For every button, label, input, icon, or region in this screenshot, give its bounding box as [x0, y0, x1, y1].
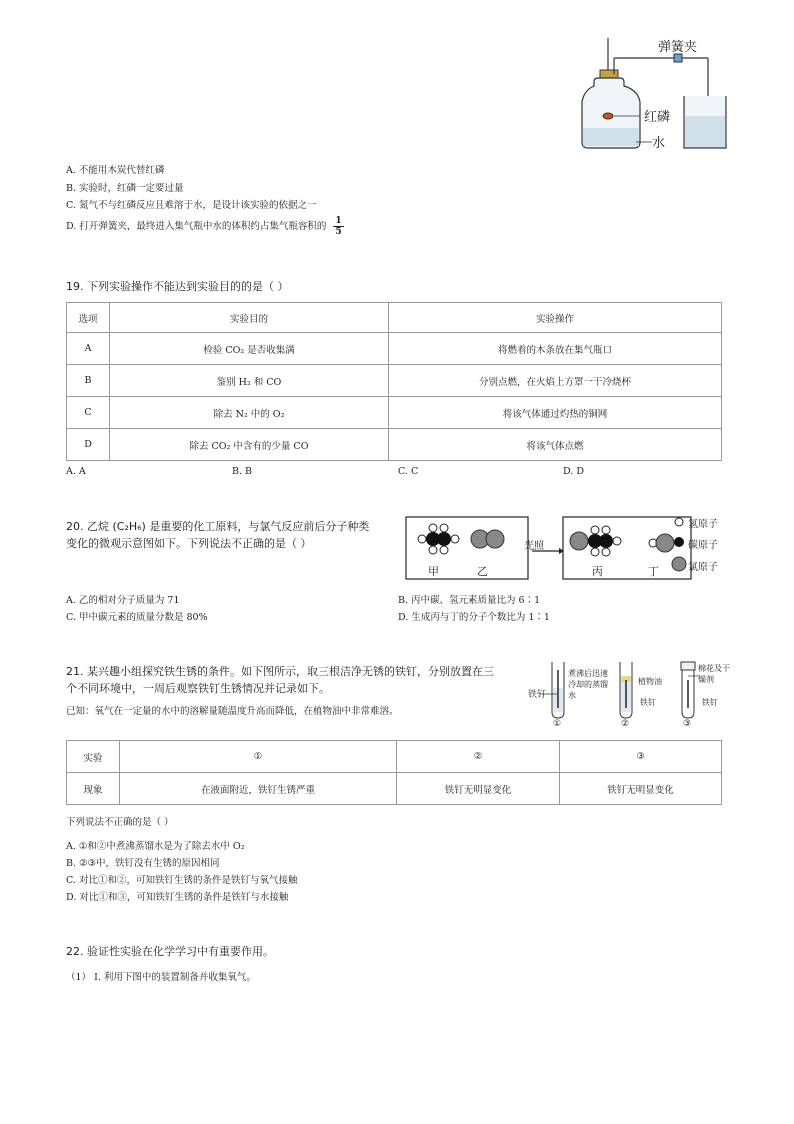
- spring-clip-label: 弹簧夹: [658, 40, 698, 55]
- header-2: ②: [397, 741, 560, 773]
- table-row: [67, 333, 722, 365]
- row-operation: 将燃着的木条放在集气瓶口: [389, 333, 722, 365]
- tube-label-3: ③: [683, 719, 692, 729]
- row-aim: 除去 N₂ 中的 O₂: [110, 397, 389, 429]
- fraction: [333, 216, 343, 237]
- row-label: 现象: [67, 773, 120, 805]
- table-row: [67, 429, 722, 461]
- q18-option-d-text: D. 打开弹簧夹，最终进入集气瓶中水的体积约占集气瓶容积的: [66, 221, 327, 232]
- cotton-label: 棉花及干燥剂: [698, 664, 730, 684]
- row-cell: 在液面附近，铁钉生锈严重: [120, 773, 397, 805]
- table-row: [67, 397, 722, 429]
- q20-option-a: A. 乙的相对分子质量为 71: [66, 595, 180, 606]
- ding-label: 丁: [648, 565, 659, 578]
- yi-label: 乙: [477, 565, 488, 578]
- header-aim: 实验目的: [110, 303, 389, 333]
- q18-option-c: C. 氮气不与红磷反应且难溶于水，是设计该实验的依据之一: [66, 200, 317, 211]
- row-option: C: [67, 397, 110, 429]
- header-1: ①: [120, 741, 397, 773]
- fraction-denominator: 5: [335, 227, 342, 237]
- table-row: [67, 365, 722, 397]
- q20-stem-line2: 变化的微观示意图如下。下列说法不正确的是（ ）: [66, 537, 312, 550]
- row-aim: 除去 CO₂ 中含有的少量 CO: [110, 429, 389, 461]
- nail-label-1: 铁钉: [528, 690, 547, 700]
- red-phosphorus-label: 红磷: [644, 110, 671, 125]
- q21-stem-line1: 21. 某兴趣小组探究铁生锈的条件。如下图所示，取三根洁净无锈的铁钉，分别放置在三: [66, 665, 494, 678]
- q19-choice-b: B. B: [232, 466, 253, 477]
- q21-option-a: A. ①和②中煮沸蒸馏水是为了除去水中 O₂: [66, 841, 245, 852]
- q21-option-c: C. 对比①和②，可知铁钉生锈的条件是铁钉与氧气接触: [66, 875, 298, 886]
- q21-table: [66, 740, 722, 805]
- water-label: 水: [652, 136, 666, 151]
- header-option: 选项: [67, 303, 110, 333]
- row-operation: 分别点燃，在火焰上方罩一干冷烧杯: [389, 365, 722, 397]
- q22-stem: 22. 验证性实验在化学学习中有重要作用。: [66, 945, 274, 958]
- row-aim: 检验 CO₂ 是否收集满: [110, 333, 389, 365]
- q21-stem-line2: 个不同环境中，一周后观察铁钉生锈情况并记录如下。: [66, 682, 330, 695]
- q18-option-b: B. 实验时，红磷一定要过量: [66, 183, 184, 194]
- legend-carbon: 碳原子: [688, 540, 718, 551]
- q18-option-a: A. 不能用木炭代替红磷: [66, 165, 165, 176]
- header-3: ③: [560, 741, 722, 773]
- legend-hydrogen: 氢原子: [688, 519, 718, 530]
- q21-option-b: B. ②③中，铁钉没有生锈的原因相同: [66, 858, 220, 869]
- q19-table: [66, 302, 722, 461]
- boiled-water-label: 煮沸后迅速冷却的蒸馏水: [568, 669, 608, 700]
- oil-label: 植物油: [638, 677, 662, 686]
- row-operation: 将该气体点燃: [389, 429, 722, 461]
- bing-label: 丙: [592, 565, 603, 578]
- fraction-numerator: 1: [335, 216, 342, 226]
- tube-label-2: ②: [621, 719, 630, 729]
- q20-option-b: B. 丙中碳、氢元素质量比为 6∶1: [398, 595, 541, 606]
- row-aim: 鉴别 H₂ 和 CO: [110, 365, 389, 397]
- row-option: A: [67, 333, 110, 365]
- header-operation: 实验操作: [389, 303, 722, 333]
- tube-label-1: ①: [553, 719, 562, 729]
- legend-chlorine: 氯原子: [688, 562, 718, 573]
- table-row: [67, 773, 722, 805]
- row-cell: 铁钉无明显变化: [560, 773, 722, 805]
- row-option: D: [67, 429, 110, 461]
- arrow-label: 光照: [524, 541, 544, 552]
- row-option: B: [67, 365, 110, 397]
- q22-part-text: Ⅰ. 利用下图中的装置制备并收集氧气。: [94, 972, 256, 983]
- q22-part-number: （1）: [66, 972, 92, 983]
- q22-part: [66, 971, 256, 985]
- header-experiment: 实验: [67, 741, 120, 773]
- q21-known: 已知：氧气在一定量的水中的溶解量随温度升高而降低，在植物油中非常难溶。: [66, 706, 399, 717]
- row-operation: 将该气体通过灼热的铜网: [389, 397, 722, 429]
- q20-stem-line1: 20. 乙烷 (C₂H₆) 是重要的化工原料，与氯气反应前后分子种类: [66, 520, 370, 533]
- q20-option-d: D. 生成丙与丁的分子个数比为 1∶1: [398, 612, 550, 623]
- q19-stem: 19. 下列实验操作不能达到实验目的的是（ ）: [66, 280, 289, 293]
- q21-question: 下列说法不正确的是（ ）: [66, 817, 174, 828]
- q19-choice-a: A. A: [66, 466, 86, 477]
- nail-label-3: 铁钉: [702, 698, 718, 707]
- q20-option-c: C. 甲中碳元素的质量分数是 80%: [66, 612, 208, 623]
- q18-option-d: [66, 216, 344, 237]
- q21-option-d: D. 对比①和③，可知铁钉生锈的条件是铁钉与水接触: [66, 892, 289, 903]
- q19-choice-d: D. D: [563, 466, 584, 477]
- q19-choice-c: C. C: [398, 466, 419, 477]
- molecule-reaction-figure: [405, 515, 730, 585]
- jia-label: 甲: [428, 565, 439, 578]
- row-cell: 铁钉无明显变化: [397, 773, 560, 805]
- nail-label-2: 铁钉: [640, 698, 656, 707]
